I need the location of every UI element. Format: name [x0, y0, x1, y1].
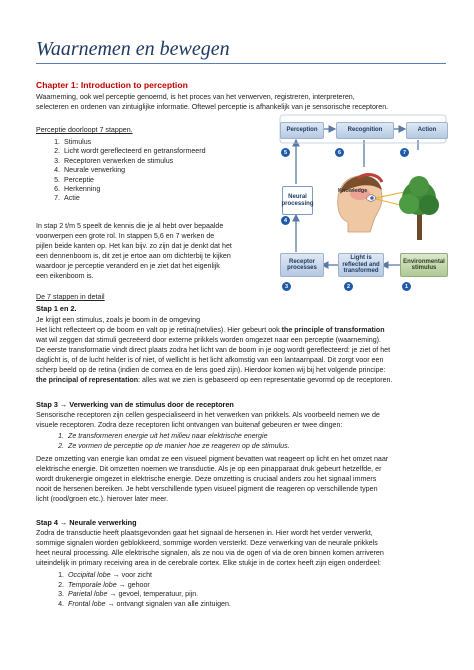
- step-item: 4. Neurale verwerking: [62, 166, 206, 175]
- stap-3-heading: Stap 3 → Verwerking van de stimulus door de receptoren: [36, 400, 234, 409]
- step-number-7: 7: [400, 148, 409, 157]
- stap-12-line: [36, 326, 385, 336]
- stap-3-list: [36, 432, 290, 451]
- stap-12-line: De eerste transformatie vindt direct plaats zodra het licht van de boom in je oog wordt gereflecteerd: je ziet of het: [36, 346, 391, 354]
- stap-12-line: Je krijgt een stimulus, zoals je boom in de omgeving: [36, 316, 201, 324]
- stap-12-line: [36, 376, 392, 386]
- step-number-2: 2: [344, 282, 353, 291]
- step-number-3: 3: [282, 282, 291, 291]
- para-line: pijlen beide kanten op. Het kan bijv. zo zijn dat je denkt dat het: [36, 242, 232, 250]
- perception-process-diagram: [278, 112, 448, 300]
- stap-3-item: 2. Ze vormen de perceptie op de manier hoe ze reageren op de stimulus.: [66, 442, 290, 452]
- lobe-name: Temporale lobe: [68, 580, 117, 589]
- para-line: In stap 2 t/m 5 speelt de kennis die je al hebt over bepaalde: [36, 222, 224, 230]
- steps-list: [36, 138, 206, 204]
- step-item: 5. Perceptie: [62, 176, 206, 185]
- stap-12-text: Het licht reflecteert op de boom en valt op je retina(netvlies). Hier gebeurt ook: [36, 326, 282, 334]
- step-item: 3. Receptoren verwerken de stimulus: [62, 157, 206, 166]
- step-number-6: 6: [335, 148, 344, 157]
- box-light-reflected: Light is reflected and transformed: [338, 253, 384, 277]
- intro-line-2: selecteren en ordenen van zintuiglijke informatie. Oftewel perceptie is afhankelijk van je sensorische receptoren.: [36, 103, 389, 111]
- para-line: een dennenboom is, dit zet je ertoe aan om dichterbij te kijken: [36, 252, 231, 260]
- principle-of-transformation: the principle of transformation: [281, 326, 385, 334]
- stap-4-line: heet neural processing. Alle elektrische signalen, als ze nou via de ogen of via de oren binnen komen arriveren: [36, 549, 384, 557]
- stap-12-heading: Stap 1 en 2.: [36, 304, 77, 313]
- intro-line-1: Waarneming, ook wel perceptie genoemd, is het proces van het verwerven, registreren, interpreteren,: [36, 93, 355, 101]
- lobe-item: 3. Parietal lobe → gevoel, temperatuur, pijn.: [66, 590, 231, 600]
- lobes-list: [36, 571, 231, 609]
- para-line: waardoor je perceptie veranderd en je ziet dat het eigenlijk: [36, 262, 220, 270]
- stap-3-line: elektrische energie. Dit omzetten noemen we transductie. Als je op een pinapparaat druk gebeurt hetzelfde, er: [36, 465, 382, 473]
- step-item: 1. Stimulus: [62, 138, 206, 147]
- lobe-item: 1. Occipital lobe → voor zicht: [66, 571, 231, 581]
- knowledge-label: Knowledge: [338, 188, 368, 194]
- lobe-name: Parietal lobe: [68, 590, 108, 599]
- stap-3-line: Sensorische receptoren zijn cellen gespecialiseerd in het verwerken van prikkels. Als voorbeeld nemen we de: [36, 411, 380, 419]
- lobe-desc: gevoel, temperatuur, pijn.: [118, 590, 199, 599]
- box-recognition: Recognition: [336, 122, 394, 139]
- para-line: een eikenboom is.: [36, 272, 94, 280]
- step-number-4: 4: [281, 216, 290, 225]
- box-environmental-stimulus: Environmental stimulus: [400, 253, 448, 277]
- chapter-heading: Chapter 1: Introduction to perception: [36, 80, 188, 90]
- stap-12-line: daglicht is, of de lucht helder is of niet, of wellicht is het licht afkomstig van een lantaarnpaal. Dit zorgt voor een: [36, 356, 384, 364]
- stap-3-line: nooit de hersenen bereiken. Je hebt verschillende typen visueel pigment die reageren op verschillende typen: [36, 485, 378, 493]
- tree-illustration: [399, 176, 439, 240]
- stap-12-text: : alles wat we zien is gebaseerd op een representatie gevormd op de receptoren.: [138, 376, 393, 384]
- step-item: 6. Herkenning: [62, 185, 206, 194]
- box-neural-processing: Neural processing: [282, 186, 313, 215]
- detail-heading: De 7 stappen in detail: [36, 293, 105, 301]
- title-underline: [36, 63, 446, 64]
- box-action: Action: [406, 122, 448, 139]
- lobe-name: Occipital lobe: [68, 571, 111, 579]
- para-line: voorwerpen een grote rol. In stappen 5,6 en 7 werken de: [36, 232, 215, 240]
- step-number-1: 1: [402, 282, 411, 291]
- stap-3-item: 1. Ze transformeren energie uit het milieu naar elektrische energie: [66, 432, 290, 442]
- lobe-item: 2. Temporale lobe → gehoor: [66, 581, 231, 591]
- lobe-name: Frontal lobe: [68, 599, 106, 608]
- lobe-desc: voor zicht: [121, 571, 152, 579]
- stap-3-line: wordt drukenergie omgezet in elektrische energie. Deze omzetting is cruciaal anders zou het signaal immers: [36, 475, 377, 483]
- document-title: Waarnemen en bewegen: [36, 38, 230, 60]
- box-receptor-processes: Receptor processes: [280, 253, 324, 277]
- step-item: 2. Licht wordt gereflecteerd en getransformeerd: [62, 147, 206, 156]
- head-illustration: [338, 175, 382, 232]
- stap-12-line: wat wil zeggen dat stimuli gecreëerd door externe prikkels worden omgezet naar een perceptie (waarneming).: [36, 336, 382, 344]
- stap-3-line: Deze omzetting van energie kan omdat ze een visueel pigment bevatten wat reageert op licht en het omzet naar: [36, 455, 389, 463]
- stap-4-line: Zodra de transductie heeft plaatsgevonden gaat het signaal de hersenen in. Hier wordt het verder verwerkt,: [36, 529, 373, 537]
- lobe-item: 4. Frontal lobe → ontvangt signalen van alle zintuigen.: [66, 600, 231, 610]
- stap-4-line: uiteindelijk in primary receiving area in de cerebrale cortex. Elke stukje in de cortex heeft zijn eigen onderdeel:: [36, 559, 382, 567]
- step-number-5: 5: [281, 148, 290, 157]
- lobe-desc: ontvangt signalen van alle zintuigen.: [116, 599, 231, 608]
- stap-4-line: sommige signalen worden geblokkeerd, sommige worden versterkt. Deze verwerking van de neurale prikkels: [36, 539, 378, 547]
- steps-heading: Perceptie doorloopt 7 stappen.: [36, 126, 133, 134]
- stap-3-line: visuele receptoren. Zodra deze receptoren licht ontvangen van buitenaf gebeuren er twee dingen:: [36, 421, 343, 429]
- principal-of-representation: the principal of representation: [36, 376, 139, 384]
- stap-4-heading: Stap 4 → Neurale verwerking: [36, 518, 137, 527]
- box-perception: Perception: [280, 122, 324, 139]
- stap-3-line: licht (rood/groen etc.). hierover later meer.: [36, 495, 169, 503]
- lobe-desc: gehoor: [127, 580, 150, 589]
- stap-12-line: scherp beeld op de retina (indien de cornea en de lens goed zijn). Hierdoor komen wij bij het volgende principe:: [36, 366, 386, 374]
- step-item: 7. Actie: [62, 194, 206, 203]
